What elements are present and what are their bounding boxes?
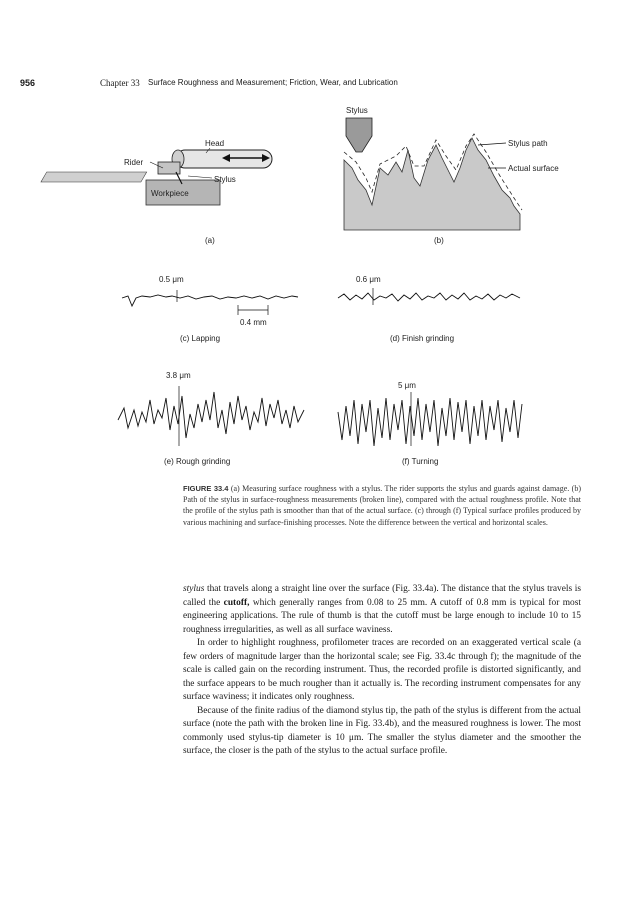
scale-v-f: 5 μm bbox=[398, 381, 416, 390]
rough-grinding-profile bbox=[118, 392, 304, 438]
actual-surface-profile bbox=[344, 138, 520, 230]
stylus-tip bbox=[346, 118, 372, 152]
figure-caption bbox=[183, 483, 581, 528]
term-cutoff: cutoff, bbox=[223, 597, 250, 608]
panel-d-label: (d) Finish grinding bbox=[390, 334, 455, 343]
workpiece-top bbox=[41, 172, 147, 182]
page-number: 956 bbox=[20, 78, 36, 88]
paragraph-1: stylus that travels along a straight line over the surface (Fig. 33.4a). The distance that the stylus travels is called the cutoff, which generally ranges from 0.08 to 25 mm. A cutoff of 0.8 mm is typical for most engineering applications. The rule of thumb is that the cutoff must be large enough to include 10 to 15 roughness irregularities, as well as all surface waviness. bbox=[183, 584, 581, 635]
panel-a-label: (a) bbox=[205, 236, 215, 245]
panel-e bbox=[118, 371, 304, 466]
panel-d bbox=[338, 275, 520, 343]
panel-a bbox=[41, 139, 272, 245]
lapping-profile bbox=[122, 295, 298, 306]
stylus-label-b: Stylus bbox=[346, 106, 368, 115]
scale-v-c: 0.5 μm bbox=[159, 275, 184, 284]
actual-surface-label: Actual surface bbox=[508, 164, 559, 173]
panel-f bbox=[338, 381, 522, 466]
stylus-leader bbox=[188, 176, 212, 178]
scale-h-c: 0.4 mm bbox=[240, 318, 267, 327]
panel-f-label: (f) Turning bbox=[402, 457, 439, 466]
chapter-title: Surface Roughness and Measurement; Friction, Wear, and Lubrication bbox=[148, 78, 398, 87]
rider-label: Rider bbox=[124, 158, 144, 167]
panel-e-label: (e) Rough grinding bbox=[164, 457, 231, 466]
panel-c-label: (c) Lapping bbox=[180, 334, 221, 343]
panel-c bbox=[122, 275, 298, 343]
stylus-label-a: Stylus bbox=[214, 175, 236, 184]
chapter-label: Chapter 33 bbox=[100, 78, 140, 88]
scale-v-e: 3.8 μm bbox=[166, 371, 191, 380]
workpiece-label: Workpiece bbox=[151, 189, 189, 198]
paragraph-2: In order to highlight roughness, profilometer traces are recorded on an exaggerated vertical scale (a few orders of magnitude larger than the horizontal scale; see Fig. 33.4c through f); the magnitude of the scale is called gain on the recording instrument. Thus, the recorded profile is distorted significantly, and the surface appears to be much rougher than it actually is. The recording instrument compensates for any surface waviness; it indicates only roughness. bbox=[183, 638, 581, 702]
turning-profile bbox=[338, 398, 522, 446]
stylus-path-leader bbox=[478, 143, 506, 145]
panel-b-label: (b) bbox=[434, 236, 444, 245]
paragraph-3: Because of the finite radius of the diamond stylus tip, the path of the stylus is different from the actual surface (note the path with the broken line in Fig. 33.4b), and the measured roughness is lower. The most commonly used stylus-tip diameter is 10 μm. The smaller the stylus diameter and the smoother the surface, the closer is the path of the stylus to the actual surface profile. bbox=[183, 705, 581, 756]
body-text bbox=[183, 583, 581, 759]
scale-v-d: 0.6 μm bbox=[356, 275, 381, 284]
finish-grinding-profile bbox=[338, 293, 520, 301]
head-label: Head bbox=[205, 139, 225, 148]
stylus-path-label: Stylus path bbox=[508, 139, 548, 148]
caption-text: (a) Measuring surface roughness with a stylus. The rider supports the stylus and guards against damage. (b) Path of the stylus in surface-roughness measurements (broken line), compared with the actual roughness profile. Note that the profile of the stylus path is smoother than that of the actual surface. (c) through (f) Typical surface profiles produced by various machining and surface-finishing processes. Note the difference between the vertical and horizontal scales. bbox=[183, 484, 582, 527]
panel-b bbox=[344, 106, 559, 245]
caption-label: FIGURE 33.4 bbox=[183, 484, 229, 493]
term-stylus: stylus bbox=[183, 584, 205, 594]
